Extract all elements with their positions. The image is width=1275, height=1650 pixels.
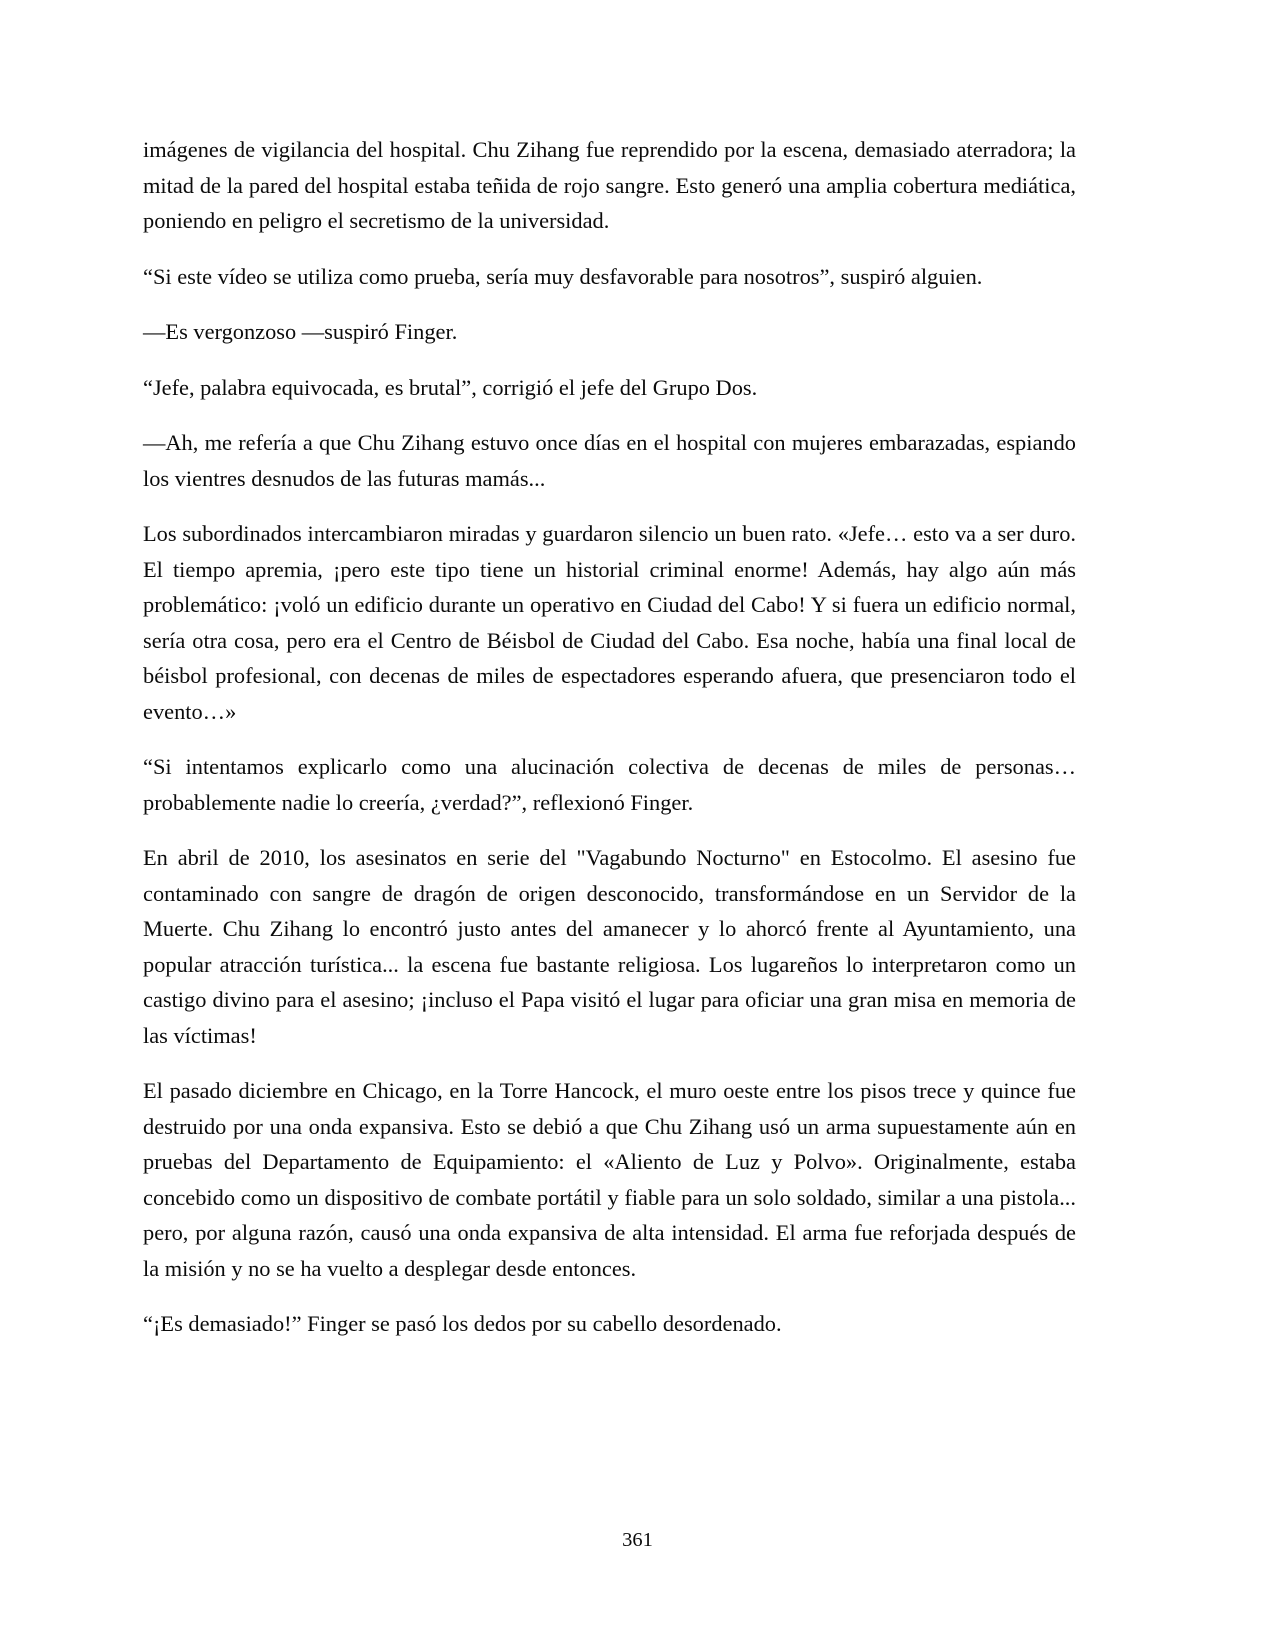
paragraph: Los subordinados intercambiaron miradas y guardaron silencio un buen rato. «Jefe… esto va a ser duro. El tiempo apremia, ¡pero este tipo tiene un historial criminal enorme! Además, hay algo aún más problemático: ¡voló un edificio durante un operativo en Ciudad del Cabo! Y si fuera un edificio normal, sería otra cosa, pero era el Centro de Béisbol de Ciudad del Cabo. Esa noche, había una final local de béisbol profesional, con decenas de miles de espectadores esperando afuera, que presenciaron todo el evento…» (143, 521, 1076, 724)
paragraph: “Si este vídeo se utiliza como prueba, sería muy desfavorable para nosotros”, suspiró alguien. (143, 263, 983, 289)
paragraph: En abril de 2010, los asesinatos en serie del "Vagabundo Nocturno" en Estocolmo. El asesino fue contaminado con sangre de dragón de origen desconocido, transformándose en un Servidor de la Muerte. Chu Zihang lo encontró justo antes del amanecer y lo ahorcó frente al Ayuntamiento, una popular atracción turística... la escena fue bastante religiosa. Los lugareños lo interpretaron como un castigo divino para el asesino; ¡incluso el Papa visitó el lugar para oficiar una gran misa en memoria de las víctimas! (143, 845, 1076, 1048)
paragraph: —Ah, me refería a que Chu Zihang estuvo once días en el hospital con mujeres embarazadas, espiando los vientres desnudos de las futuras mamás... (143, 430, 1076, 491)
paragraph: imágenes de vigilancia del hospital. Chu Zihang fue reprendido por la escena, demasiado aterradora; la mitad de la pared del hospital estaba teñida de rojo sangre. Esto generó una amplia cobertura mediática, poniendo en peligro el secretismo de la universidad. (143, 137, 1076, 233)
paragraph: “¡Es demasiado!” Finger se pasó los dedos por su cabello desordenado. (143, 1311, 782, 1336)
body-text-column (143, 132, 1076, 1342)
paragraph: El pasado diciembre en Chicago, en la Torre Hancock, el muro oeste entre los pisos trece y quince fue destruido por una onda expansiva. Esto se debió a que Chu Zihang usó un arma supuestamente aún en pruebas del Departamento de Equipamiento: el «Aliento de Luz y Polvo». Originalmente, estaba concebido como un dispositivo de combate portátil y fiable para un solo soldado, similar a una pistola... pero, por alguna razón, causó una onda expansiva de alta intensidad. El arma fue reforjada después de la misión y no se ha vuelto a desplegar desde entonces. (143, 1078, 1076, 1281)
paragraph: “Jefe, palabra equivocada, es brutal”, corrigió el jefe del Grupo Dos. (143, 374, 758, 400)
paragraph: —Es vergonzoso —suspiró Finger. (143, 319, 458, 344)
page-number: 361 (622, 1529, 653, 1551)
paragraph: “Si intentamos explicarlo como una alucinación colectiva de decenas de miles de personas… probablemente nadie lo creería, ¿verdad?”, reflexionó Finger. (143, 754, 1076, 815)
